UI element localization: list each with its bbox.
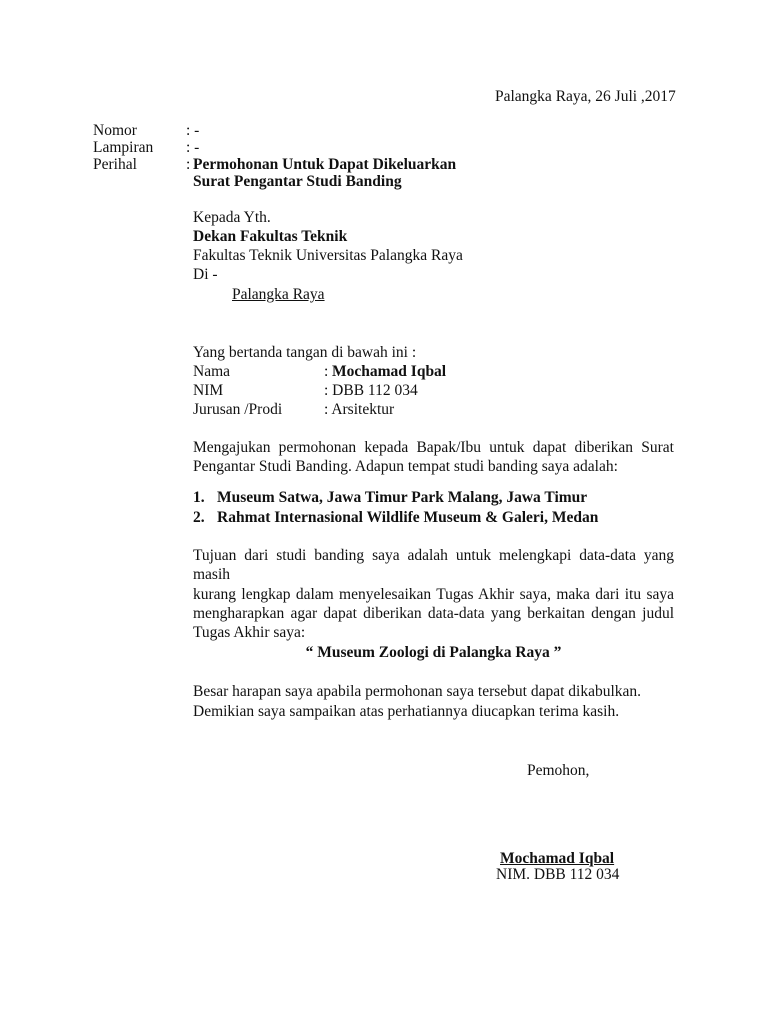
nama-label: Nama — [193, 363, 231, 380]
nim-value: : DBB 112 034 — [324, 382, 418, 399]
purpose-line: Tugas Akhir saya: — [193, 624, 306, 642]
nomor-value: : - — [186, 122, 200, 139]
purpose-paragraph — [193, 546, 674, 642]
perihal-colon: : — [186, 156, 191, 173]
places-list — [193, 489, 598, 528]
recipient-di: Di - — [193, 266, 218, 283]
nama-row — [193, 363, 446, 381]
nomor-row — [93, 122, 199, 140]
signature-name: Mochamad Iqbal — [500, 850, 615, 867]
lampiran-label: Lampiran — [93, 139, 154, 156]
request-paragraph — [193, 438, 674, 477]
perihal-line2: Surat Pengantar Studi Banding — [193, 173, 402, 190]
nim-label: NIM — [193, 382, 224, 399]
nama-colon: : — [324, 363, 329, 380]
closing-line2: Demikian saya sampaikan atas perhatiannya diucapkan terima kasih. — [193, 703, 620, 720]
recipient-institution: Fakultas Teknik Universitas Palangka Raya — [193, 247, 463, 264]
list-item-text: Museum Satwa, Jawa Timur Park Malang, Jawa Timur — [217, 489, 588, 506]
recipient-greeting: Kepada Yth. — [193, 209, 271, 226]
jurusan-value: : Arsitektur — [324, 401, 395, 418]
list-item-number: 2. — [193, 508, 205, 526]
purpose-line: mengharapkan agar dapat diberikan data-data yang berkaitan dengan judul — [193, 604, 674, 622]
recipient-name: Dekan Fakultas Teknik — [193, 228, 348, 245]
jurusan-row — [193, 401, 394, 419]
list-item — [193, 509, 598, 529]
nim-row — [193, 382, 418, 400]
perihal-line1: Permohonan Untuk Dapat Dikeluarkan — [193, 156, 457, 173]
purpose-line: kurang lengkap dalam menyelesaikan Tugas Akhir saya, maka dari itu saya — [193, 585, 674, 603]
jurusan-label: Jurusan /Prodi — [193, 401, 283, 418]
perihal-label: Perihal — [93, 156, 137, 173]
signature-nim: NIM. DBB 112 034 — [496, 866, 620, 883]
list-item-number: 1. — [193, 489, 205, 506]
recipient-city: Palangka Raya — [232, 286, 325, 303]
lampiran-value: : - — [186, 139, 200, 156]
list-item — [193, 489, 598, 509]
signature-role: Pemohon, — [527, 762, 590, 779]
nama-value: Mochamad Iqbal — [332, 363, 447, 380]
closing-line1: Besar harapan saya apabila permohonan saya tersebut dapat dikabulkan. — [193, 683, 642, 700]
request-line: Pengantar Studi Banding. Adapun tempat studi banding saya adalah: — [193, 458, 618, 476]
nomor-label: Nomor — [93, 122, 137, 139]
request-line: Mengajukan permohonan kepada Bapak/Ibu untuk dapat diberikan Surat — [193, 439, 674, 456]
perihal-row — [93, 156, 456, 174]
purpose-line: Tujuan dari studi banding saya adalah untuk melengkapi data-data yang masih — [193, 547, 674, 584]
identity-intro: Yang bertanda tangan di bawah ini : — [193, 344, 417, 361]
thesis-title: “ Museum Zoologi di Palangka Raya ” — [305, 644, 562, 661]
place-date: Palangka Raya, 26 Juli ,2017 — [495, 88, 676, 105]
lampiran-row — [93, 139, 199, 157]
list-item-text: Rahmat Internasional Wildlife Museum & Galeri, Medan — [217, 508, 599, 526]
